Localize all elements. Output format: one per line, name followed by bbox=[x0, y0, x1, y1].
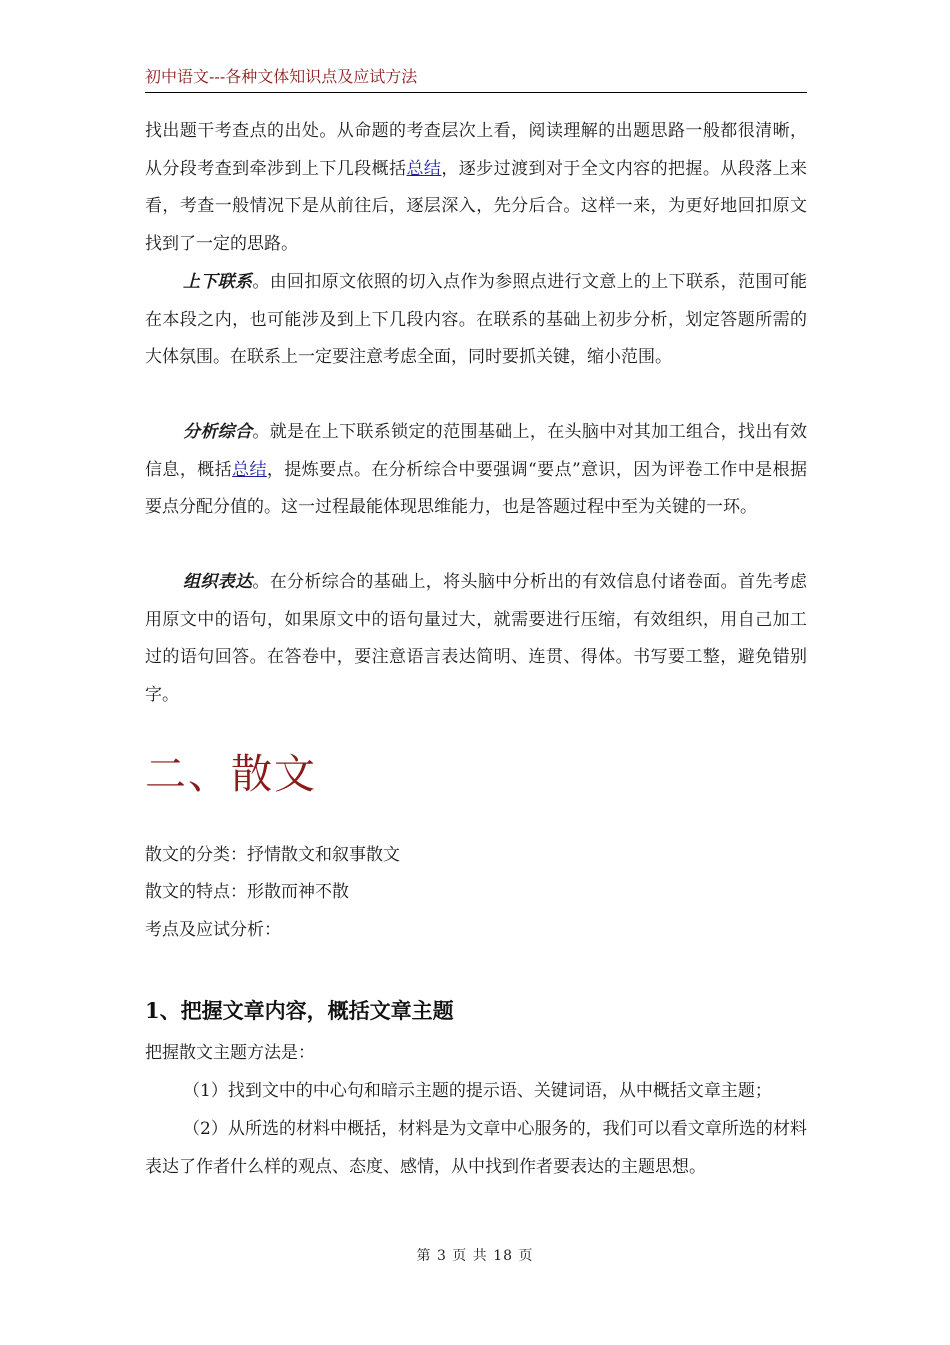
paragraph-2-text: 。由回扣原文依照的切入点作为参照点进行文意上的上下联系，范围可能在本段之内，也可能涉及到上下几段内容。在联系的基础上初步分析，划定答题所需的大体氛围。在联系上一定要注意考虑全面，同时要抓关键，缩小范围。 bbox=[145, 272, 808, 367]
paragraph-4-text: 。在分析综合的基础上，将头脑中分析出的有效信息付诸卷面。首先考虑用原文中的语句，如果原文中的语句量过大，就需要进行压缩，有效组织，用自己加工过的语句回答。在答卷中，要注意语言表达简明、连贯、得体。书写要工整，避免错别字。 bbox=[145, 572, 808, 705]
term-expression: 组织表达 bbox=[183, 572, 253, 592]
summary-link[interactable]: 总结 bbox=[406, 158, 442, 179]
method-item-2: （2）从所选的材料中概括，材料是为文章中心服务的，我们可以看文章所选的材料表达了作者什么样的观点、态度、感情，从中找到作者要表达的主题思想。 bbox=[145, 1119, 807, 1177]
header-title: 初中语文---各种文体知识点及应试方法 bbox=[145, 67, 418, 86]
term-context-link: 上下联系 bbox=[183, 272, 253, 292]
paragraph-1 bbox=[145, 113, 807, 263]
prose-classification: 散文的分类：抒情散文和叙事散文 bbox=[145, 845, 400, 865]
paragraph-1-text-before: 找出题干考查点的出处。从命题的考查层次上看，阅读理解的出题思路一般都很清晰，从分段考查到牵涉到上下几段概括 bbox=[145, 121, 807, 179]
paragraph-3-text-before: 。就是在上下联系锁定的范围基础上，在头脑中对其加工组合，找出有效信息，概括 bbox=[145, 422, 808, 480]
page-footer: 第 3 页 共 18 页 bbox=[416, 1248, 534, 1264]
paragraph-1-text-after: ，逐步过渡到对于全文内容的把握。从段落上来看，考查一般情况下是从前往后，逐层深入，先分后合。这样一来，为更好地回扣原文找到了一定的思路。 bbox=[145, 158, 808, 254]
exam-analysis-label: 考点及应试分析： bbox=[145, 920, 281, 940]
paragraph-3 bbox=[145, 414, 807, 527]
summary-link-2[interactable]: 总结 bbox=[232, 459, 267, 480]
method-intro: 把握散文主题方法是： bbox=[145, 1043, 315, 1063]
subsection-heading: 1、把握文章内容，概括文章主题 bbox=[145, 998, 454, 1023]
page-header bbox=[145, 66, 807, 93]
paragraph-4 bbox=[145, 564, 807, 714]
term-analysis: 分析综合 bbox=[183, 422, 253, 442]
section-heading: 二、散文 bbox=[145, 750, 317, 798]
prose-features: 散文的特点：形散而神不散 bbox=[145, 882, 349, 902]
paragraph-2 bbox=[145, 264, 807, 377]
method-item-1: （1）找到文中的中心句和暗示主题的提示语、关键词语，从中概括文章主题； bbox=[183, 1081, 772, 1101]
paragraph-3-text-after: ，提炼要点。在分析综合中要强调“要点”意识，因为评卷工作中是根据要点分配分值的。这一过程最能体现思维能力，也是答题过程中至为关键的一环。 bbox=[145, 459, 808, 517]
